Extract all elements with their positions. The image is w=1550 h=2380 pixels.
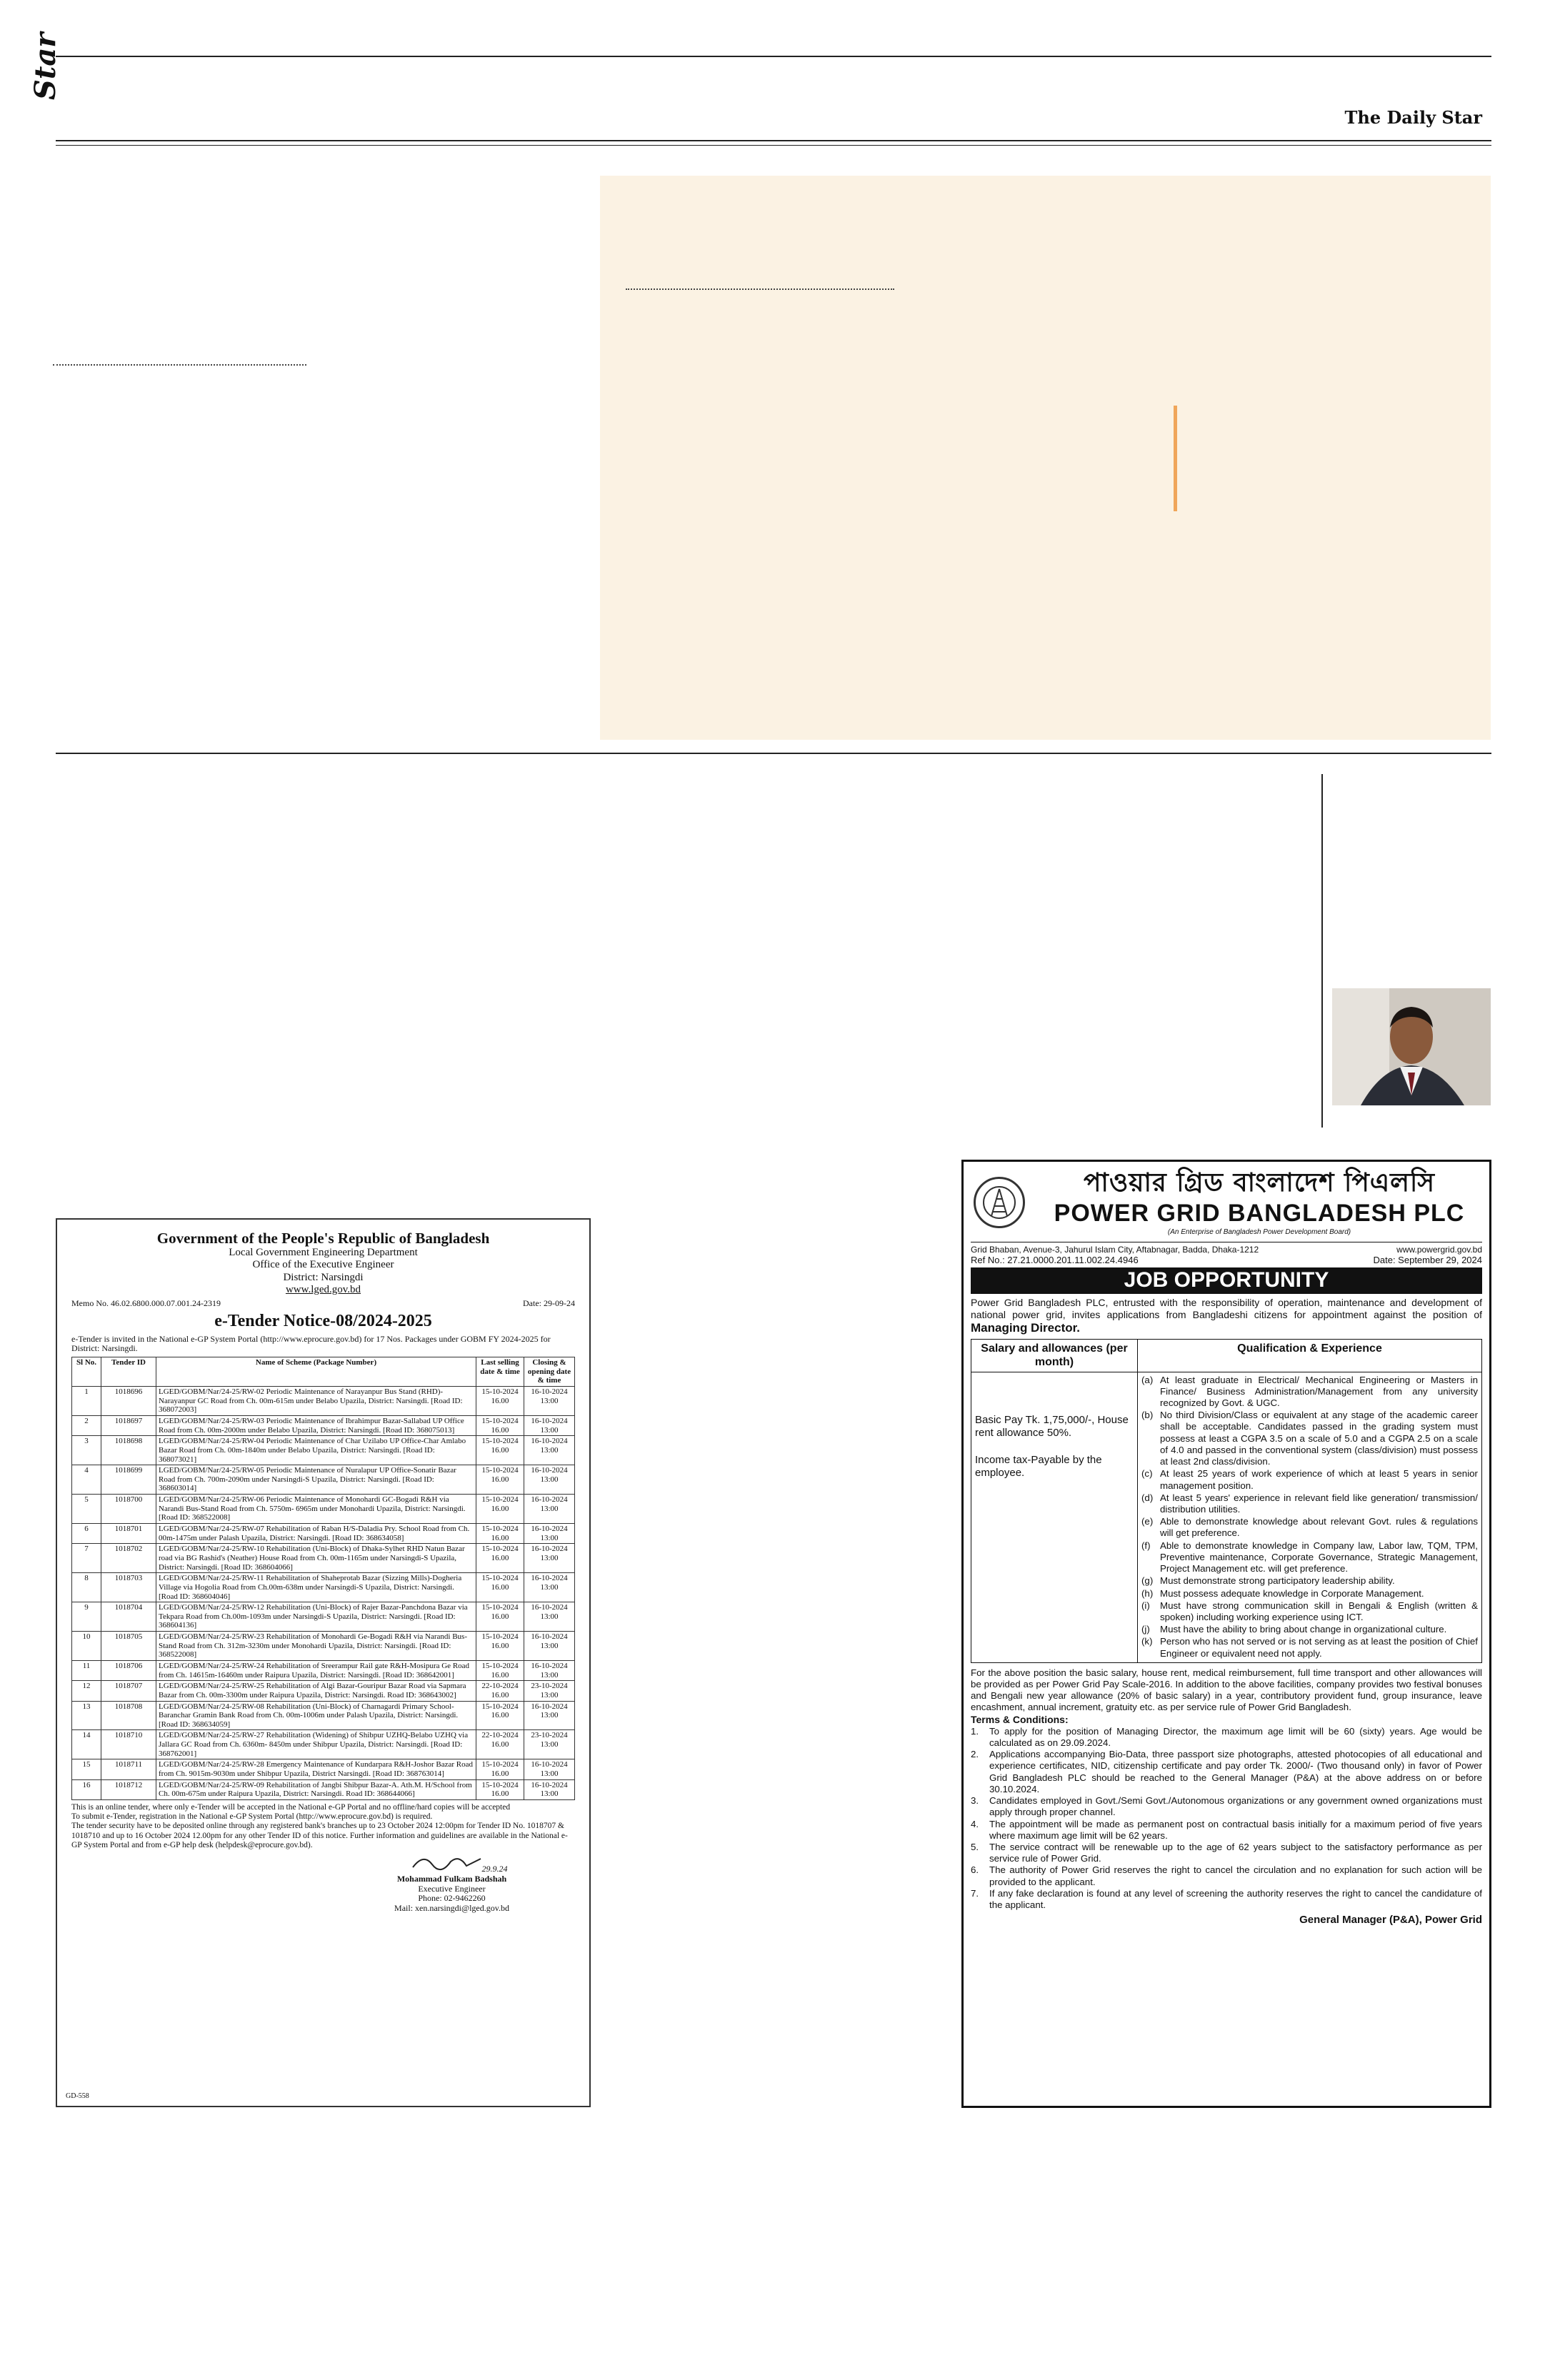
tender-title: e-Tender Notice-08/2024-2025	[214, 1311, 432, 1330]
top-rule	[56, 56, 1491, 57]
tender-sl: 8	[72, 1573, 101, 1602]
tender-closing-date: 16-10-2024 13:00	[524, 1573, 575, 1602]
qualification-text: At least 25 years of work experience of which at least 5 years in senior management position.	[1160, 1468, 1478, 1491]
tender-scheme: LGED/GOBM/Nar/24-25/RW-27 Rehabilitation (Widening) of Shibpur UZHQ-Belabo UZHQ via Jallara GC Road from Ch. 6360m- 8450m under Shibpur Upazila, District: Narsingdi. [Road ID: 368762001]	[156, 1730, 476, 1759]
tender-selling-date: 15-10-2024 16.00	[476, 1495, 524, 1524]
dept-name: Local Government Engineering Department	[229, 1247, 418, 1259]
qualification-item	[1141, 1575, 1478, 1587]
tender-scheme: LGED/GOBM/Nar/24-25/RW-03 Periodic Maintenance of Ibrahimpur Bazar-Sallabad UP Office Road from Ch. 00m-2000m under Belabo Upazila, District: Narsingdi. [Road ID: 368075013]	[156, 1415, 476, 1435]
job-banner: JOB OPPORTUNITY	[971, 1267, 1482, 1294]
term-text: To apply for the position of Managing Director, the maximum age limit will be 60 (sixty) years. Age would be calculated as on 29.09.2024.	[989, 1725, 1482, 1748]
qualification-key: (e)	[1141, 1516, 1154, 1527]
tender-sl: 5	[72, 1495, 101, 1524]
qualification-key: (k)	[1141, 1636, 1153, 1647]
signature-block	[329, 1850, 575, 1914]
term-text: If any fake declaration is found at any level of screening the authority reserves the right to cancel the candidature of the applicant.	[989, 1887, 1482, 1911]
tender-sl: 16	[72, 1779, 101, 1799]
tender-scheme: LGED/GOBM/Nar/24-25/RW-07 Rehabilitation of Raban H/S-Daladia Pry. School Road from Ch. 00m-1475m under Palash Upazila, District: Narsingdi. [Road ID: 368634058]	[156, 1524, 476, 1544]
qualification-item	[1141, 1588, 1478, 1600]
qualification-item	[1141, 1375, 1478, 1410]
term-text: Applications accompanying Bio-Data, three passport size photographs, attested photocopies of all educational and experience certificates, NID, citizenship certificate and pay order Tk. 2000/- (Two thousand only) in favor of Power Grid Bangladesh PLC should be reached to the General Manager (P&A) at the above address on or before 30.10.2024.	[989, 1749, 1482, 1794]
tender-id: 1018703	[101, 1573, 156, 1602]
col-scheme: Name of Scheme (Package Number)	[156, 1357, 476, 1387]
district-name: District: Narsingdi	[283, 1271, 364, 1283]
qualification-key: (h)	[1141, 1587, 1154, 1599]
tender-sl: 4	[72, 1465, 101, 1495]
tender-scheme: LGED/GOBM/Nar/24-25/RW-04 Periodic Maintenance of Char Uzilabo UP Office-Char Amlabo Bazar Road from Ch. 00m-1840m under Belabo Upazila, District: Narsingdi. [Road ID: 368073021]	[156, 1436, 476, 1465]
term-item	[971, 1864, 1482, 1887]
tender-id: 1018699	[101, 1465, 156, 1495]
tender-closing-date: 16-10-2024 13:00	[524, 1387, 575, 1416]
accent-bar	[1174, 406, 1177, 511]
tender-selling-date: 15-10-2024 16.00	[476, 1632, 524, 1661]
tender-scheme: LGED/GOBM/Nar/24-25/RW-11 Rehabilitation of Shaheprotab Bazar (Sizzing Mills)-Dogheria Village via Hogolia Road from Ch.00m-638m under Narsingdi-S Upazila, District: Narsingdi. [Road ID: 368604046]	[156, 1573, 476, 1602]
company-name-bengali: পাওয়ার গ্রিড বাংলাদেশ পিএলসি	[1083, 1168, 1436, 1197]
tender-scheme: LGED/GOBM/Nar/24-25/RW-06 Periodic Maintenance of Monohardi GC-Bogadi R&H via Narandi Bus-Stand Road from Ch. 5750m- 6965m under Monohardi Upazila, District: Narsingdi. [Road ID: 368522008]	[156, 1495, 476, 1524]
tender-id: 1018707	[101, 1681, 156, 1701]
tender-row	[72, 1465, 575, 1495]
salary-header: Salary and allowances (per month)	[971, 1339, 1138, 1372]
tender-selling-date: 15-10-2024 16.00	[476, 1524, 524, 1544]
tender-row	[72, 1632, 575, 1661]
tender-row	[72, 1573, 575, 1602]
tender-closing-date: 16-10-2024 13:00	[524, 1436, 575, 1465]
tender-id: 1018710	[101, 1730, 156, 1759]
qualification-item	[1141, 1468, 1478, 1491]
tender-table	[71, 1357, 575, 1800]
term-number: 2.	[971, 1749, 979, 1760]
signoff: General Manager (P&A), Power Grid	[1299, 1914, 1482, 1927]
masthead: The Daily Star	[1344, 107, 1482, 128]
term-number: 7.	[971, 1887, 979, 1899]
tender-sl: 11	[72, 1660, 101, 1680]
qualification-key: (i)	[1141, 1600, 1150, 1611]
power-grid-logo	[974, 1177, 1025, 1228]
tender-id: 1018706	[101, 1660, 156, 1680]
header-rule-1	[56, 140, 1491, 141]
tender-closing-date: 23-10-2024 13:00	[524, 1730, 575, 1759]
qualification-header: Qualification & Experience	[1138, 1339, 1482, 1372]
tender-selling-date: 15-10-2024 16.00	[476, 1436, 524, 1465]
signer-phone: Phone: 02-9462260	[418, 1893, 486, 1904]
signer-title: Executive Engineer	[418, 1883, 486, 1894]
memo-number: Memo No. 46.02.6800.000.07.001.24-2319	[71, 1298, 221, 1309]
tender-row	[72, 1387, 575, 1416]
star-logo: Star	[29, 32, 62, 100]
company-subtitle: (An Enterprise of Bangladesh Power Development Board)	[1167, 1228, 1351, 1237]
tender-row	[72, 1759, 575, 1779]
tender-sl: 3	[72, 1436, 101, 1465]
tender-scheme: LGED/GOBM/Nar/24-25/RW-08 Rehabilitation (Uni-Block) of Charnagardi Primary School-Baranchar Gramin Bank Road from Ch. 00m-1006m under Palash Upazila, District: Narsingdi. [Road ID: 368634059]	[156, 1701, 476, 1730]
tender-scheme: LGED/GOBM/Nar/24-25/RW-24 Rehabilitation of Sreerampur Rail gate R&H-Mosipura Ge Road from Ch. 14615m-16460m under Raipura Upazila, District: Narsingdi. [Road ID: 368642001]	[156, 1660, 476, 1680]
tender-sl: 14	[72, 1730, 101, 1759]
tender-id: 1018705	[101, 1632, 156, 1661]
qualification-text: Must demonstrate strong participatory leadership ability.	[1160, 1575, 1395, 1587]
term-number: 5.	[971, 1841, 979, 1852]
qualification-text: Able to demonstrate knowledge about relevant Govt. rules & regulations will get preference.	[1160, 1516, 1478, 1539]
salary-basic: Basic Pay Tk. 1,75,000/-, House rent allowance 50%.	[975, 1413, 1129, 1439]
company-name-english: POWER GRID BANGLADESH PLC	[1054, 1199, 1465, 1227]
tender-selling-date: 15-10-2024 16.00	[476, 1544, 524, 1573]
qualification-key: (b)	[1141, 1410, 1154, 1421]
term-text: The appointment will be made as permanent post on contractual basis initially for a maximum period of five years where maximum age limit will be 62 years.	[989, 1818, 1482, 1841]
qualification-item	[1141, 1410, 1478, 1467]
qualification-item	[1141, 1600, 1478, 1623]
gov-title: Government of the People's Republic of Bangladesh	[156, 1230, 490, 1247]
tender-footer-1: This is an online tender, where only e-Tender will be accepted in the National e-GP Portal and no offline/hard copies will be accepted	[71, 1802, 511, 1812]
tender-closing-date: 16-10-2024 13:00	[524, 1415, 575, 1435]
tender-closing-date: 16-10-2024 13:00	[524, 1465, 575, 1495]
memo-date: Date: 29-09-24	[523, 1298, 575, 1309]
tender-id: 1018698	[101, 1436, 156, 1465]
tender-row	[72, 1436, 575, 1465]
tender-sl: 6	[72, 1524, 101, 1544]
term-item	[971, 1749, 1482, 1795]
tender-selling-date: 22-10-2024 16.00	[476, 1730, 524, 1759]
qualification-text: At least 5 years' experience in relevant field like generation/ transmission/ distribution utilities.	[1160, 1492, 1478, 1515]
signer-mail: Mail: xen.narsingdi@lged.gov.bd	[394, 1903, 509, 1914]
job-advertisement	[961, 1160, 1491, 2108]
vertical-rule	[1321, 774, 1323, 1128]
tender-row	[72, 1602, 575, 1632]
qualification-key: (g)	[1141, 1575, 1154, 1587]
qualification-item	[1141, 1516, 1478, 1539]
term-number: 3.	[971, 1795, 979, 1807]
qualification-key: (j)	[1141, 1624, 1150, 1635]
term-text: The service contract will be renewable up to the age of 62 years subject to the satisfactory performance as per service rule of Power Grid.	[989, 1841, 1482, 1864]
term-number: 4.	[971, 1818, 979, 1829]
tender-intro: e-Tender is invited in the National e-GP System Portal (http://www.eprocure.gov.bd) for 17 Nos. Packages under GOBM FY 2024-2025 for District: Narsingdi.	[71, 1333, 551, 1354]
ad-date: Date: September 29, 2024	[1373, 1255, 1482, 1266]
benefits-text: For the above position the basic salary, house rent, medical reimbursement, full time transport and other allowances will be provided as per Power Grid Pay Scale-2016. In addition to the above facilities, company provides two festival bonuses and Bengali new year allowance (20% of basic salary) in a year, contributory provident fund, group insurance, leave encashment, annual increment, gratuity etc. as per service rule of Power Grid Bangladesh.	[971, 1667, 1482, 1713]
tender-sl: 7	[72, 1544, 101, 1573]
tender-closing-date: 16-10-2024 13:00	[524, 1495, 575, 1524]
tender-selling-date: 15-10-2024 16.00	[476, 1759, 524, 1779]
header-rule-2	[56, 145, 1491, 146]
qualification-item	[1141, 1540, 1478, 1575]
terms-title: Terms & Conditions:	[971, 1713, 1069, 1725]
tender-scheme: LGED/GOBM/Nar/24-25/RW-05 Periodic Maintenance of Nuralapur UP Office-Sonatir Bazar Road from Ch. 700m-2090m under Narsingdi-S Upazila, District: Narsingdi. [Road ID: 368603014]	[156, 1465, 476, 1495]
tender-id: 1018700	[101, 1495, 156, 1524]
portrait-photo	[1332, 988, 1491, 1105]
qualification-key: (d)	[1141, 1492, 1154, 1503]
company-address: Grid Bhaban, Avenue-3, Jahurul Islam City, Aftabnagar, Badda, Dhaka-1212	[971, 1244, 1259, 1255]
qualification-text: Able to demonstrate knowledge in Company law, Labor law, TQM, TPM, Preventive maintenance, Corporate Governance, Strategic Management, Project Management etc. will get preference.	[1160, 1540, 1478, 1575]
tender-closing-date: 16-10-2024 13:00	[524, 1779, 575, 1799]
section-rule	[56, 753, 1491, 754]
tender-selling-date: 15-10-2024 16.00	[476, 1660, 524, 1680]
tender-id: 1018704	[101, 1602, 156, 1632]
beige-panel	[600, 176, 1491, 740]
terms-list	[971, 1726, 1482, 1912]
tender-row	[72, 1730, 575, 1759]
tender-closing-date: 16-10-2024 13:00	[524, 1632, 575, 1661]
term-item	[971, 1888, 1482, 1911]
tender-sl: 9	[72, 1602, 101, 1632]
tender-scheme: LGED/GOBM/Nar/24-25/RW-28 Emergency Maintenance of Kundarpara R&H-Joshor Bazar Road from Ch. 9015m-9030m under Shibpur Upazila, District Narsingdi. [Road ID: 368763014]	[156, 1759, 476, 1779]
qualification-item	[1141, 1492, 1478, 1515]
tender-selling-date: 15-10-2024 16.00	[476, 1387, 524, 1416]
tender-selling-date: 15-10-2024 16.00	[476, 1701, 524, 1730]
tender-id: 1018708	[101, 1701, 156, 1730]
qualification-text: Must possess adequate knowledge in Corporate Management.	[1160, 1587, 1424, 1599]
tender-id: 1018701	[101, 1524, 156, 1544]
qualification-list	[1138, 1372, 1482, 1662]
qualification-item	[1141, 1624, 1478, 1635]
tender-row	[72, 1415, 575, 1435]
tender-row	[72, 1544, 575, 1573]
job-position: Managing Director.	[971, 1320, 1081, 1335]
qualification-key: (a)	[1141, 1374, 1154, 1385]
qualification-text: Person who has not served or is not serving as at least the position of Chief Engineer or equivalent need not apply.	[1160, 1636, 1478, 1659]
col-sl: Sl No.	[72, 1357, 101, 1387]
job-intro-text: Power Grid Bangladesh PLC, entrusted with the responsibility of operation, maintenance and development of national power grid, invites applications from Bangladeshi citizens for appointment against the position of	[971, 1296, 1482, 1320]
term-number: 1.	[971, 1725, 979, 1737]
tender-selling-date: 15-10-2024 16.00	[476, 1415, 524, 1435]
tender-closing-date: 16-10-2024 13:00	[524, 1660, 575, 1680]
signer-name: Mohammad Fulkam Badshah	[396, 1873, 507, 1884]
tender-sl: 15	[72, 1759, 101, 1779]
tender-row	[72, 1524, 575, 1544]
qualification-item	[1141, 1636, 1478, 1659]
tender-closing-date: 16-10-2024 13:00	[524, 1544, 575, 1573]
col-tender-id: Tender ID	[101, 1357, 156, 1387]
tender-selling-date: 15-10-2024 16.00	[476, 1573, 524, 1602]
tender-scheme: LGED/GOBM/Nar/24-25/RW-10 Rehabilitation (Uni-Block) of Dhaka-Sylhet RHD Natun Bazar road via BG Rashid's (Neather) House Road from Ch. 00m-1165m under Narsingdi-S Upazila, District: Narsingdi. [Road ID: 368604066]	[156, 1544, 476, 1573]
tender-closing-date: 23-10-2024 13:00	[524, 1681, 575, 1701]
tender-id: 1018702	[101, 1544, 156, 1573]
tender-notice	[56, 1218, 591, 2107]
tender-sl: 2	[72, 1415, 101, 1435]
tender-row	[72, 1681, 575, 1701]
tender-closing-date: 16-10-2024 13:00	[524, 1524, 575, 1544]
col-closing: Closing & opening date & time	[524, 1357, 575, 1387]
signature-date: 29.9.24	[481, 1864, 508, 1874]
tender-id: 1018711	[101, 1759, 156, 1779]
qualification-key: (c)	[1141, 1468, 1153, 1480]
tender-id: 1018712	[101, 1779, 156, 1799]
qualification-text: Must have the ability to bring about change in organizational culture.	[1160, 1624, 1447, 1635]
tender-footer-3: The tender security have to be deposited online through any registered bank's branches up to 23 October 2024 12:00pm for Tender ID No. 1018707 & 1018710 and up to 16 October 2024 12.00pm for any other Tender ID of this notice. Further information and guidelines are available in the National e-GP System Portal and from e-GP help desk (helpdesk@eprocure.gov.bd).	[71, 1822, 568, 1849]
tender-sl: 10	[72, 1632, 101, 1661]
tender-footer-2: To submit e-Tender, registration in the National e-GP System Portal (http://www.eprocure.gov.bd) is required.	[71, 1812, 433, 1822]
tender-scheme: LGED/GOBM/Nar/24-25/RW-23 Rehabilitation of Monohardi Ge-Bogadi R&H via Narandi Bus-Stand Road from Ch. 312m-3230m under Monohardi Upazila, District: Narsingdi. [Road ID: 368522008]	[156, 1632, 476, 1661]
term-item	[971, 1819, 1482, 1842]
tender-id: 1018697	[101, 1415, 156, 1435]
term-item	[971, 1842, 1482, 1864]
tender-scheme: LGED/GOBM/Nar/24-25/RW-09 Rehabilitation of Jangbi Shibpur Bazar-A. Ath.M. H/School from Ch. 00m-675m under Raipura Upazila, District: Narsingdi. Road ID: 368644066]	[156, 1779, 476, 1799]
tender-scheme: LGED/GOBM/Nar/24-25/RW-25 Rehabilitation of Algi Bazar-Gouripur Bazar Road via Sapmara Bazar from Ch. 00m-3300m under Raipura Upazila, District: Narsingdi. Road ID: 368643002]	[156, 1681, 476, 1701]
tender-selling-date: 15-10-2024 16.00	[476, 1779, 524, 1799]
tender-closing-date: 16-10-2024 13:00	[524, 1701, 575, 1730]
tender-row	[72, 1495, 575, 1524]
tender-sl: 13	[72, 1701, 101, 1730]
qualification-text: No third Division/Class or equivalent at any stage of the academic career shall be acceptable. Candidates passed in the grading system must possess at least a CGPA 3.5 on a scale of 5.0 and a CGPA 2.5 on a scale of 4.0 and passed in the conventional system (class/division) must possess at least 2nd class/division.	[1160, 1410, 1478, 1467]
tender-row	[72, 1660, 575, 1680]
tender-scheme: LGED/GOBM/Nar/24-25/RW-02 Periodic Maintenance of Narayanpur Bus Stand (RHD)-Narayanpur GC Road from Ch. 00m-615m under Belabo Upazila, District: Narsingdi. [Road ID: 368072003]	[156, 1387, 476, 1416]
tender-sl: 1	[72, 1387, 101, 1416]
tender-sl: 12	[72, 1681, 101, 1701]
gd-number: GD-558	[66, 2092, 89, 2100]
tender-selling-date: 15-10-2024 16.00	[476, 1465, 524, 1495]
dept-website: www.lged.gov.bd	[285, 1283, 361, 1295]
col-selling: Last selling date & time	[476, 1357, 524, 1387]
job-intro	[971, 1297, 1482, 1336]
term-number: 6.	[971, 1864, 979, 1876]
tender-row	[72, 1701, 575, 1730]
reference-number: Ref No.: 27.21.0000.201.11.002.24.4946	[971, 1255, 1139, 1266]
qualification-key: (f)	[1141, 1540, 1151, 1551]
tender-scheme: LGED/GOBM/Nar/24-25/RW-12 Rehabilitation (Uni-Block) of Rajer Bazar-Panchdona Bazar via Tekpara Road from Ch.00m-1093m under Narsingdi-S Upazila, District: Narsingdi. [Road ID: 368604136]	[156, 1602, 476, 1632]
salary-tax: Income tax-Payable by the employee.	[975, 1454, 1102, 1480]
dotted-divider-beige	[626, 288, 894, 290]
term-item	[971, 1795, 1482, 1818]
tender-closing-date: 16-10-2024 13:00	[524, 1602, 575, 1632]
qualification-text: Must have strong communication skill in Bengali & English (written & spoken) including working experience using ICT.	[1160, 1600, 1478, 1622]
qualification-table	[971, 1339, 1482, 1663]
term-text: Candidates employed in Govt./Semi Govt./Autonomous organizations or any government owned organizations must apply through proper channel.	[989, 1795, 1482, 1818]
tender-row	[72, 1779, 575, 1799]
term-item	[971, 1726, 1482, 1749]
office-name: Office of the Executive Engineer	[252, 1259, 394, 1271]
qualification-text: At least graduate in Electrical/ Mechanical Engineering or Masters in Finance/ Business Administration/Management from any university recognized by Govt. & UGC.	[1160, 1374, 1478, 1408]
tender-selling-date: 15-10-2024 16.00	[476, 1602, 524, 1632]
tender-selling-date: 22-10-2024 16.00	[476, 1681, 524, 1701]
term-text: The authority of Power Grid reserves the right to cancel the circulation and no explanation for such action will be provided to the applicant.	[989, 1864, 1482, 1887]
dotted-divider-left	[53, 364, 306, 366]
company-website: www.powergrid.gov.bd	[1396, 1244, 1482, 1255]
tender-closing-date: 16-10-2024 13:00	[524, 1759, 575, 1779]
tender-id: 1018696	[101, 1387, 156, 1416]
